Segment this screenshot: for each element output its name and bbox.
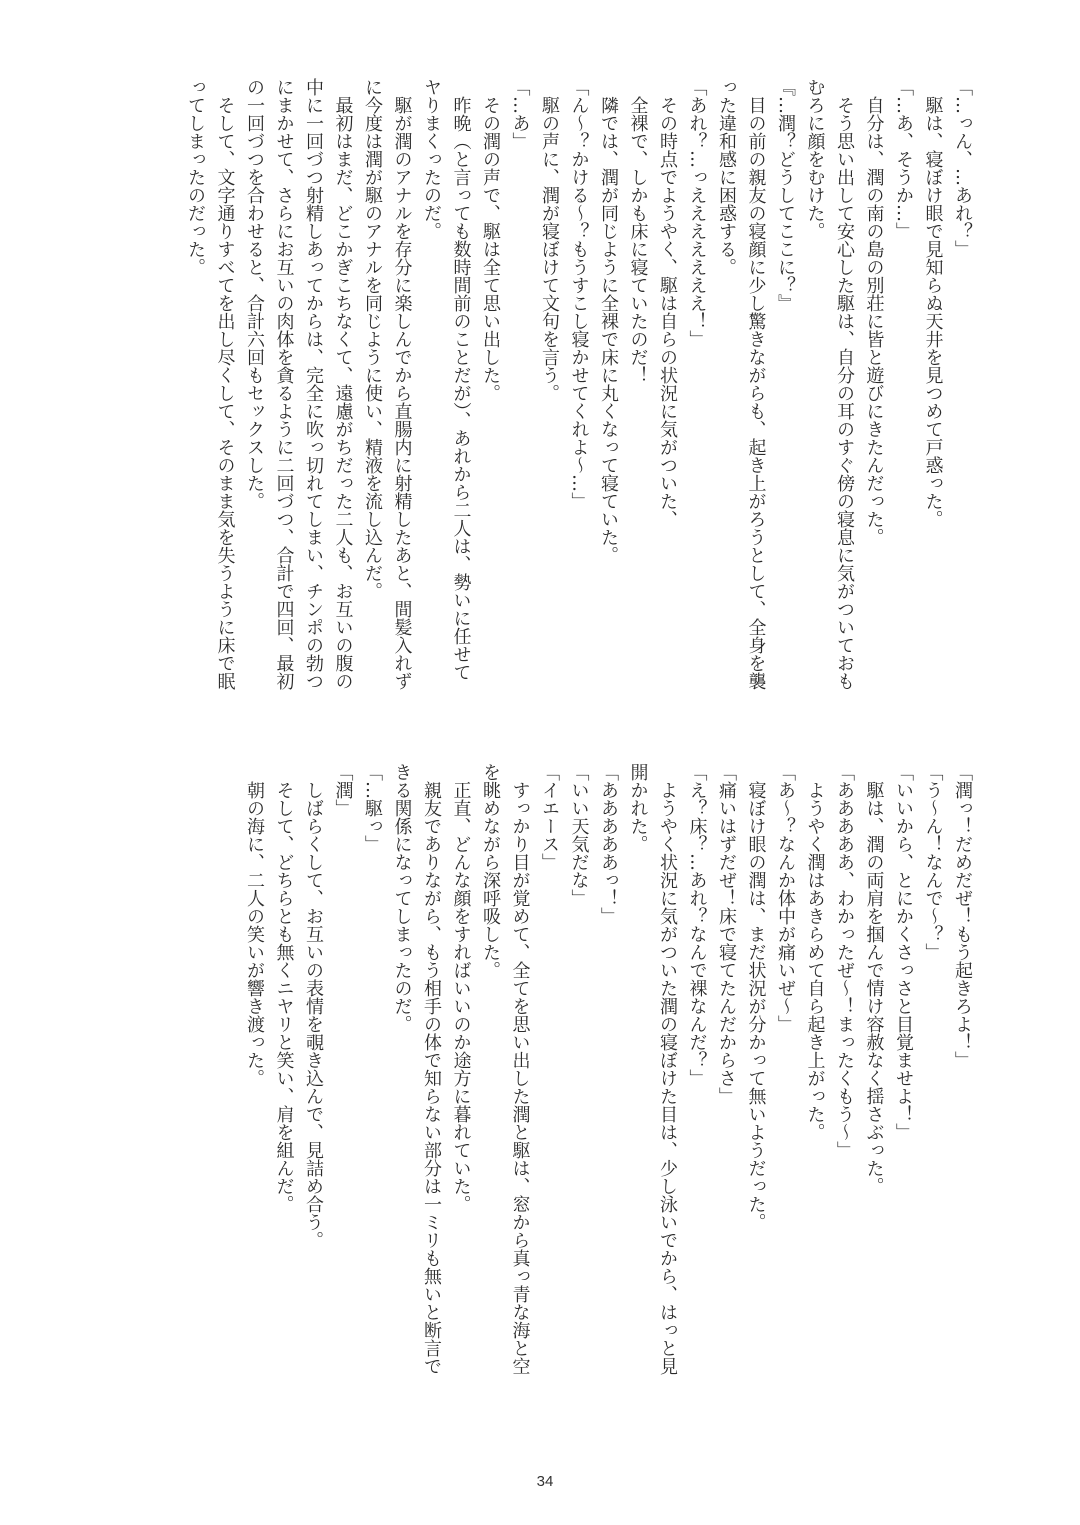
narration-line: むろに顔をむけた。 — [804, 78, 826, 240]
narration-line: ようやく潤はあきらめて自ら起き上がった。 — [804, 781, 826, 1141]
dialogue-line: 『…潤？どうしてここに？』 — [775, 78, 796, 312]
narration-line: 駆が潤のアナルを存分に楽しんでから直腸内に射精したあと、間髪入れず — [391, 96, 413, 690]
narration-line: 寝ぼけ眼の潤は、まだ状況が分かって無いようだった。 — [745, 781, 767, 1231]
narration-line: ヤりまくったのだ。 — [421, 78, 442, 240]
narration-line: 駆は、潤の両肩を掴んで情け容赦なく揺さぶった。 — [863, 781, 885, 1195]
narration-line: しばらくして、お互いの表情を覗き込んで、見詰め合う。 — [303, 781, 324, 1249]
narration-line: 親友でありながら、もう相手の体で知らない部分は一ミリも無いと断言で — [421, 781, 442, 1375]
narration-line: ようやく状況に気がついた潤の寝ぼけた目は、少し泳いでから、はっと見 — [657, 781, 678, 1375]
dialogue-line: 「あああああ、わかったぜ～！まったくもう～」 — [834, 763, 855, 1159]
narration-line: った違和感に困惑する。 — [716, 78, 737, 276]
dialogue-line: 「痛いはずだぜ！床で寝てたんだからさ」 — [716, 763, 737, 1105]
narration-line: 駆は、寝ぼけ眼で見知らぬ天井を見つめて戸惑った。 — [922, 96, 944, 528]
narration-line: を眺めながら深呼吸した。 — [480, 763, 501, 979]
narration-line: に今度は潤が駆のアナルを同じように使い、精液を流し込んだ。 — [362, 78, 383, 600]
narration-line: 最初はまだ、どこかぎこちなくて、遠慮がちだった二人も、お互いの腹の — [332, 96, 354, 690]
narration-line: 駆の声に、潤が寝ぼけて文句を言う。 — [539, 96, 560, 402]
narration-line: 隣では、潤が同じように全裸で床に丸くなって寝ていた。 — [598, 96, 619, 564]
dialogue-line: 「…あ」 — [509, 78, 531, 150]
narration-line: 開かれた。 — [627, 763, 649, 853]
narration-line: 朝の海に、二人の笑いが響き渡った。 — [244, 781, 265, 1087]
narration-line: すっかり目が覚めて、全てを思い出した潤と駆は、窓から真っ青な海と空 — [509, 781, 531, 1375]
dialogue-line: 「あ～？なんか体中が痛いぜ～」 — [775, 763, 796, 1033]
narration-line: 正直、どんな顔をすればいいのか途方に暮れていた。 — [450, 781, 472, 1213]
dialogue-line: 「潤」 — [332, 763, 354, 817]
page-number: 34 — [536, 1473, 554, 1490]
dialogue-line: 「う～ん！なんで～？」 — [922, 763, 944, 961]
dialogue-line: 「イエース」 — [539, 763, 560, 871]
dialogue-line: 「…駆っ」 — [362, 763, 383, 853]
narration-line: そして、どちらとも無くニヤリと笑い、肩を組んだ。 — [273, 781, 295, 1213]
narration-line: 目の前の親友の寝顔に少し驚きながらも、起き上がろうとして、全身を襲 — [745, 96, 767, 690]
narration-line: その時点でようやく、駆は自らの状況に気がついた、 — [657, 96, 678, 528]
narration-line: にまかせて、さらにお互いの肉体を貪るように二回づつ、合計で四回、最初 — [273, 78, 295, 690]
dialogue-line: 「…あ、そうか…」 — [893, 78, 914, 240]
text-block-upper — [181, 78, 978, 728]
dialogue-line: 「え？床？…あれ？なんで裸なんだ？」 — [686, 763, 708, 1087]
dialogue-line: 「あああああっ！」 — [598, 763, 619, 925]
dialogue-line: 「…っん、…あれ？」 — [952, 78, 973, 258]
narration-line: 全裸で、しかも床に寝ていたのだ！ — [627, 96, 649, 384]
narration-line: そう思い出して安心した駆は、自分の耳のすぐ傍の寝息に気がついておも — [834, 96, 855, 690]
dialogue-line: 「いい天気だな」 — [568, 763, 590, 907]
narration-line: その潤の声で、駆は全て思い出した。 — [480, 96, 501, 402]
narration-line: そして、文字通りすべてを出し尽くして、そのまま気を失うように床で眠 — [214, 96, 236, 690]
narration-line: きる関係になってしまったのだ。 — [391, 763, 413, 1033]
narration-line: ってしまったのだった。 — [185, 78, 206, 276]
narration-line: 中に一回づつ射精しあってからは、完全に吹っ切れてしまい、チンポの勃つ — [303, 78, 324, 690]
narration-line: 自分は、潤の南の島の別荘に皆と遊びにきたんだった。 — [863, 96, 885, 546]
narration-line: の一回づつを合わせると、合計六回もセックスした。 — [244, 78, 265, 510]
dialogue-line: 「潤っ！だめだぜ！もう起きろよ！」 — [952, 763, 973, 1069]
text-block-lower — [240, 763, 978, 1413]
dialogue-line: 「あれ？…っえええええええ！」 — [686, 78, 708, 348]
narration-line: 昨晩（と言っても数時間前のことだが）、あれから二人は、勢いに任せて — [450, 96, 472, 681]
dialogue-line: 「いいから、とにかくさっさと目覚ませよ！」 — [893, 763, 914, 1141]
dialogue-line: 「ん～？かける～？もうすこし寝かせてくれよ～…」 — [568, 78, 590, 510]
